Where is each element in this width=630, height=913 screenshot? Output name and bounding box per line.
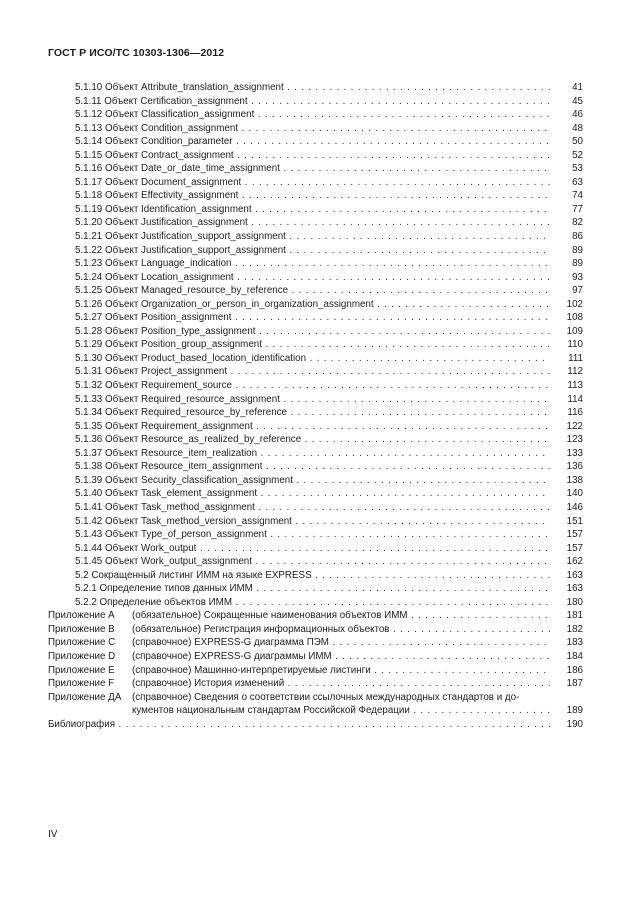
toc-entry-page: 138 xyxy=(555,474,583,488)
appendix-page: 182 xyxy=(555,623,583,637)
toc-entry-page: 93 xyxy=(555,271,583,285)
toc-entry-label: 5.1.13 Объект Condition_assignment . . . xyxy=(75,122,550,136)
bibliography-label: Библиография . . . xyxy=(48,718,550,732)
appendix-entry xyxy=(0,636,630,650)
toc-entry xyxy=(0,325,630,339)
appendix-entry xyxy=(0,677,630,691)
toc-entry xyxy=(0,555,630,569)
appendix-page: 181 xyxy=(555,609,583,623)
toc-entry-page: 110 xyxy=(555,338,583,352)
appendix-description: (справочное) История изменений xyxy=(132,678,285,690)
toc-entry-label: 5.2 Сокращенный листинг ИММ на языке EXPRESS . . . xyxy=(75,569,550,583)
appendix-label: Приложение A xyxy=(48,610,115,622)
appendix-entry xyxy=(0,623,630,637)
toc-entry xyxy=(0,311,630,325)
toc-entry xyxy=(0,528,630,542)
toc-entry xyxy=(0,542,630,556)
toc-entry-label: 5.1.42 Объект Task_method_version_assignment . . . xyxy=(75,515,550,529)
toc-entry-page: 50 xyxy=(555,135,583,149)
toc-entry xyxy=(0,216,630,230)
appendix-label: Приложение E xyxy=(48,664,115,676)
toc-entry xyxy=(0,203,630,217)
toc-entry xyxy=(0,257,630,271)
appendix-page: 186 xyxy=(555,664,583,678)
toc-entry-page: 111 xyxy=(555,352,583,366)
toc-entry xyxy=(0,95,630,109)
toc-entry-page: 162 xyxy=(555,555,583,569)
toc-entry-page: 112 xyxy=(555,365,583,379)
appendix-description: (обязательное) Регистрация информационных объектов xyxy=(132,623,390,635)
toc-entry-label: 5.1.23 Объект Language_indication . . . xyxy=(75,257,550,271)
toc-entry xyxy=(0,420,630,434)
toc-entry-label: 5.1.21 Объект Justification_support_assignment . . . xyxy=(75,230,550,244)
toc-entry-label: 5.1.24 Объект Location_assignment . . . xyxy=(75,271,550,285)
toc-entry-page: 146 xyxy=(555,501,583,515)
toc-entry-label: 5.1.32 Объект Requirement_source . . . xyxy=(75,379,550,393)
bibliography-entry xyxy=(0,718,630,732)
toc-entry xyxy=(0,447,630,461)
appendix-label: Приложение D xyxy=(48,650,116,662)
toc-entry-label: 5.1.27 Объект Position_assignment . . . xyxy=(75,311,550,325)
toc-entry-page: 109 xyxy=(555,325,583,339)
appendix-description: (справочное) Машинно-интерпретируемые листинги xyxy=(132,664,371,676)
toc-entry-label: 5.1.16 Объект Date_or_date_time_assignment . . . xyxy=(75,162,550,176)
toc-entry-label: 5.1.43 Объект Type_of_person_assignment . . . xyxy=(75,528,550,542)
appendix-entry-text xyxy=(48,691,583,705)
toc-entry-page: 97 xyxy=(555,284,583,298)
appendix-description: (справочное) EXPRESS-G диаграммы ИММ xyxy=(132,650,332,662)
appendix-label: Приложение C xyxy=(48,637,116,649)
toc-entry-label: 5.1.22 Объект Justification_support_assignment . . . xyxy=(75,244,550,258)
appendix-entry-text xyxy=(48,650,550,664)
toc-entry xyxy=(0,406,630,420)
toc-entry-label: 5.1.45 Объект Work_output_assignment . . . xyxy=(75,555,550,569)
toc-entry-label: 5.1.29 Объект Position_group_assignment . . . xyxy=(75,338,550,352)
toc-entry-page: 123 xyxy=(555,433,583,447)
toc-entry-page: 63 xyxy=(555,176,583,190)
toc-entry-page: 151 xyxy=(555,515,583,529)
toc-entry-label: 5.1.33 Объект Required_resource_assignment . . . xyxy=(75,393,550,407)
toc-entry xyxy=(0,433,630,447)
toc-entry-label: 5.1.11 Объект Certification_assignment . . . xyxy=(75,95,550,109)
appendix-entry-text xyxy=(48,609,550,623)
toc-entry-page: 116 xyxy=(555,406,583,420)
toc-entry-label: 5.1.44 Объект Work_output . . . xyxy=(75,542,550,556)
toc-entry xyxy=(0,298,630,312)
toc-entry-page: 74 xyxy=(555,189,583,203)
toc-entry xyxy=(0,596,630,610)
appendix-entry-text xyxy=(48,636,550,650)
toc-entry-label: 5.1.18 Объект Effectivity_assignment . . . xyxy=(75,189,550,203)
toc-entry xyxy=(0,244,630,258)
appendix-description: кументов национальным стандартам Российской Федерации . . . xyxy=(132,704,550,718)
appendix-entry xyxy=(0,691,630,705)
toc-entry xyxy=(0,338,630,352)
toc-entry xyxy=(0,515,630,529)
toc-entry-label: 5.1.19 Объект Identification_assignment . . . xyxy=(75,203,550,217)
appendix-page: 183 xyxy=(555,636,583,650)
appendix-label: Приложение F xyxy=(48,678,115,690)
appendix-page: 187 xyxy=(555,677,583,691)
toc-entry-page: 77 xyxy=(555,203,583,217)
toc-entry-label: 5.1.20 Объект Justification_assignment . . . xyxy=(75,216,550,230)
toc-entry xyxy=(0,460,630,474)
toc-entry-label: 5.1.30 Объект Product_based_location_identification . . . xyxy=(75,352,550,366)
appendix-label: Приложение B xyxy=(48,623,115,635)
toc-entry-page: 102 xyxy=(555,298,583,312)
toc-entry xyxy=(0,365,630,379)
toc-entry-page: 52 xyxy=(555,149,583,163)
toc-entry-label: 5.1.34 Объект Required_resource_by_reference . . . xyxy=(75,406,550,420)
toc-entry-page: 163 xyxy=(555,569,583,583)
toc-entry-label: 5.1.38 Объект Resource_item_assignment . . . xyxy=(75,460,550,474)
toc-entry-label: 5.1.15 Объект Contract_assignment . . . xyxy=(75,149,550,163)
appendix-page: 189 xyxy=(555,704,583,718)
appendix-page: 184 xyxy=(555,650,583,664)
toc-entry-label: 5.1.40 Объект Task_element_assignment . . . xyxy=(75,487,550,501)
toc-entry-page: 157 xyxy=(555,542,583,556)
bibliography-page: 190 xyxy=(555,718,583,732)
toc-entry xyxy=(0,582,630,596)
toc-entry xyxy=(0,474,630,488)
table-of-contents xyxy=(0,81,630,731)
toc-entry xyxy=(0,271,630,285)
toc-entry-page: 113 xyxy=(555,379,583,393)
toc-entry-page: 89 xyxy=(555,257,583,271)
toc-entry xyxy=(0,135,630,149)
toc-entry-label: 5.1.36 Объект Resource_as_realized_by_reference . . . xyxy=(75,433,550,447)
toc-entry xyxy=(0,501,630,515)
appendix-description: (справочное) Сведения о соответствии ссылочных международных стандартов и до- xyxy=(132,691,520,703)
toc-entry-label: 5.1.35 Объект Requirement_assignment . . . xyxy=(75,420,550,434)
toc-entry-label: 5.1.28 Объект Position_type_assignment . . . xyxy=(75,325,550,339)
toc-entry-page: 46 xyxy=(555,108,583,122)
toc-entry-label: 5.1.14 Объект Condition_parameter . . . xyxy=(75,135,550,149)
toc-entry xyxy=(0,352,630,366)
toc-entry xyxy=(0,149,630,163)
toc-entry-page: 45 xyxy=(555,95,583,109)
toc-entry-page: 48 xyxy=(555,122,583,136)
appendix-description: (обязательное) Сокращенные наименования объектов ИММ xyxy=(132,610,408,622)
toc-entry xyxy=(0,230,630,244)
appendix-label: Приложение ДА xyxy=(48,691,122,703)
page-number-footer: IV xyxy=(48,829,58,840)
toc-entry-label: 5.1.12 Объект Classification_assignment . . . xyxy=(75,108,550,122)
toc-entry-label: 5.1.31 Объект Project_assignment . . . xyxy=(75,365,550,379)
appendix-entry-text xyxy=(48,664,550,678)
appendix-entry-text xyxy=(48,677,550,691)
document-header: ГОСТ Р ИСО/ТС 10303-1306—2012 xyxy=(48,47,225,59)
toc-entry-page: 133 xyxy=(555,447,583,461)
toc-entry-page: 108 xyxy=(555,311,583,325)
toc-entry-label: 5.1.10 Объект Attribute_translation_assignment . . . xyxy=(75,81,550,95)
toc-entry xyxy=(0,284,630,298)
toc-entry-page: 53 xyxy=(555,162,583,176)
toc-entry-page: 140 xyxy=(555,487,583,501)
appendix-description: (справочное) EXPRESS-G диаграмма ПЭМ xyxy=(132,637,329,649)
toc-entry-page: 82 xyxy=(555,216,583,230)
appendix-entry xyxy=(0,664,630,678)
toc-entry-label: 5.1.26 Объект Organization_or_person_in_organization_assignment . . . xyxy=(75,298,550,312)
toc-entry xyxy=(0,569,630,583)
toc-entry-page: 41 xyxy=(555,81,583,95)
toc-entry xyxy=(0,122,630,136)
toc-entry xyxy=(0,81,630,95)
appendix-entry-text xyxy=(48,623,550,637)
toc-entry-page: 136 xyxy=(555,460,583,474)
appendix-entry xyxy=(0,650,630,664)
toc-entry-page: 86 xyxy=(555,230,583,244)
toc-entry-page: 157 xyxy=(555,528,583,542)
toc-entry-label: 5.1.17 Объект Document_assignment . . . xyxy=(75,176,550,190)
appendix-entry-continued xyxy=(0,704,630,718)
toc-entry-label: 5.1.39 Объект Security_classification_assignment . . . xyxy=(75,474,550,488)
toc-entry xyxy=(0,189,630,203)
toc-entry xyxy=(0,108,630,122)
toc-entry-label: 5.2.2 Определение объектов ИММ . . . xyxy=(75,596,550,610)
toc-entry xyxy=(0,487,630,501)
toc-entry xyxy=(0,176,630,190)
toc-entry xyxy=(0,393,630,407)
toc-entry-label: 5.2.1 Определение типов данных ИММ . . . xyxy=(75,582,550,596)
toc-entry-label: 5.1.25 Объект Managed_resource_by_reference . . . xyxy=(75,284,550,298)
toc-entry-label: 5.1.41 Объект Task_method_assignment . . . xyxy=(75,501,550,515)
toc-entry-page: 180 xyxy=(555,596,583,610)
toc-entry-label: 5.1.37 Объект Resource_item_realization . . . xyxy=(75,447,550,461)
toc-entry-page: 122 xyxy=(555,420,583,434)
toc-entry-page: 114 xyxy=(555,393,583,407)
toc-entry xyxy=(0,162,630,176)
appendix-entry xyxy=(0,609,630,623)
toc-entry-page: 163 xyxy=(555,582,583,596)
toc-entry xyxy=(0,379,630,393)
toc-entry-page: 89 xyxy=(555,244,583,258)
